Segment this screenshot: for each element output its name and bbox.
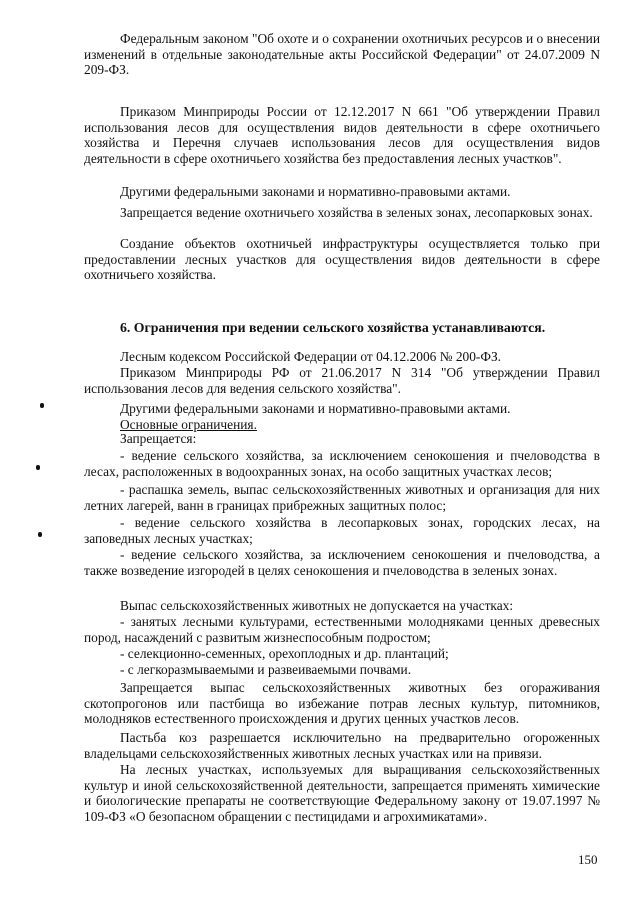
list-item-water-zones: - ведение сельского хозяйства, за исключением сенокошения и пчеловодства в лесах, расположенных в водоохранных зонах, на особо защитных участках лесов; <box>84 448 600 479</box>
paragraph-chemicals: На лесных участках, используемых для выращивания сельскохозяйственных культур и иной сельскохозяйственной деятельности, запрещается применять химические и биологические препараты не соответствующие Федеральному закону от 19.07.1997 № 109-ФЗ «О безопасном обращении с пестицидами и агрохимикатами». <box>84 762 600 824</box>
margin-mark <box>38 532 42 537</box>
list-item-soils: - с легкоразмываемыми и развеиваемыми почвами. <box>120 662 412 677</box>
paragraph-other-acts-1: Другими федеральными законами и нормативно-правовыми актами. <box>120 184 511 199</box>
paragraph-order-314: Приказом Минприроды РФ от 21.06.2017 N 314 "Об утверждении Правил использования лесов для ведения сельского хозяйства". <box>84 365 600 396</box>
paragraph-order-661: Приказом Минприроды России от 12.12.2017 N 661 "Об утверждении Правил использования лесов для осуществления видов деятельности в сфере охотничьего хозяйства и Перечня случаев использования лесов для осуществления видов деятельности в сфере охотничьего хозяйства без предоставления лесных участков". <box>84 104 600 166</box>
section-heading: 6. Ограничения при ведении сельского хозяйства устанавливаются. <box>120 320 546 335</box>
paragraph-fencing: Запрещается выпас сельскохозяйственных животных без огораживания скотопрогонов или пастбища во избежание потрав лесных культур, питомников, молодняков естественного происхождения и других ценных участков лесов. <box>84 680 600 727</box>
paragraph-hunting-law: Федеральным законом "Об охоте и о сохранении охотничьих ресурсов и о внесении изменений в отдельные законодательные акты Российской Федерации" от 24.07.2009 N 209-ФЗ. <box>84 31 600 78</box>
margin-mark <box>36 465 40 470</box>
paragraph-main-restrictions: Основные ограничения. <box>120 417 257 432</box>
list-item-park-zones: - ведение сельского хозяйства в лесопарковых зонах, городских лесах, на заповедных лесных участках; <box>84 515 600 546</box>
paragraph-other-acts-2: Другими федеральными законами и нормативно-правовыми актами. <box>120 401 511 416</box>
list-item-plantations: - селекционно-семенных, орехоплодных и др. плантаций; <box>120 646 449 661</box>
list-item-cultures: - занятых лесными культурами, естественными молодняками ценных древесных пород, насаждений с развитым жизнеспособным подростом; <box>84 614 600 645</box>
paragraph-prohibited: Запрещается: <box>120 431 197 446</box>
list-item-plowing: - распашка земель, выпас сельскохозяйственных животных и организация для них летних лагерей, ванн в границах прибрежных защитных полос; <box>84 482 600 513</box>
margin-mark <box>40 403 44 408</box>
paragraph-grazing: Выпас сельскохозяйственных животных не допускается на участках: <box>120 598 514 613</box>
paragraph-infrastructure: Создание объектов охотничьей инфраструктуры осуществляется только при предоставлении лесных участков для осуществления видов деятельности в сфере охотничьего хозяйства. <box>84 236 600 283</box>
paragraph-green-zones: Запрещается ведение охотничьего хозяйства в зеленых зонах, лесопарковых зонах. <box>120 205 593 220</box>
paragraph-forest-code: Лесным кодексом Российской Федерации от 04.12.2006 № 200-ФЗ. <box>120 349 502 364</box>
paragraph-goats: Пастьба коз разрешается исключительно на предварительно огороженных владельцами сельскохозяйственных животных лесных участках или на привязи. <box>84 730 600 761</box>
page-number: 150 <box>578 852 598 867</box>
list-item-green-zones: - ведение сельского хозяйства, за исключением сенокошения и пчеловодства, а также возведение изгородей в целях сенокошения и пчеловодства в зеленых зонах. <box>84 547 600 578</box>
